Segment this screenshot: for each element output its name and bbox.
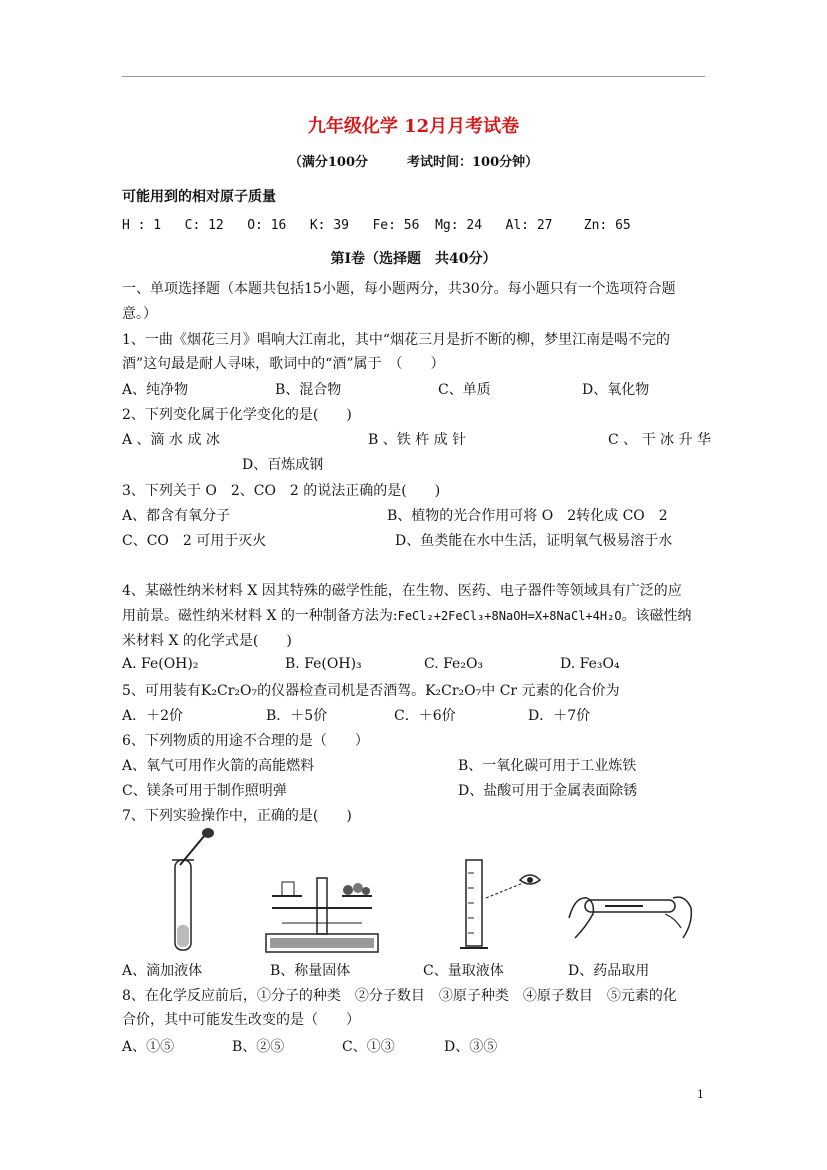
question-8-line-1: 8、在化学反应前后，①分子的种类 ②分子数目 ③原子种类 ④原子数目 ⑤元素的化 — [122, 988, 677, 1004]
question-8-option-a[interactable]: A、①⑤ — [122, 1039, 175, 1055]
question-7-option-c[interactable]: C、量取液体 — [423, 963, 504, 979]
question-1-line-1: 1、一曲《烟花三月》唱响大江南北，其中“烟花三月是折不断的柳，梦里江南是喝不完的 — [122, 332, 671, 348]
question-3-option-a[interactable]: A、都含有氧分子 — [122, 508, 231, 524]
exam-subtitle: （满分100分 考试时间：100分钟） — [288, 155, 539, 170]
question-1-option-d[interactable]: D、氧化物 — [582, 382, 650, 398]
question-8-option-c[interactable]: C、①③ — [342, 1039, 395, 1055]
question-2-option-b[interactable]: B 、铁 杵 成 针 — [368, 432, 467, 448]
question-5-option-b[interactable]: B．＋5价 — [266, 708, 328, 724]
question-4-option-c[interactable]: C. Fe₂O₃ — [424, 656, 484, 672]
hands-test-tube-figure — [565, 888, 695, 948]
atomic-mass-heading: 可能用到的相对原子质量 — [122, 189, 276, 205]
question-4-line-2-tail: 。该磁性纳 — [621, 608, 692, 624]
question-6-option-c[interactable]: C、镁条可用于制作照明弹 — [122, 783, 287, 799]
question-3-option-b[interactable]: B、植物的光合作用可将 O 2转化成 CO 2 — [387, 508, 668, 524]
question-7-stem: 7、下列实验操作中，正确的是( ) — [122, 808, 352, 824]
question-5-option-d[interactable]: D．＋7价 — [528, 708, 591, 724]
question-4-line-2-text: 用前景。磁性纳米材料 X 的一种制备方法为: — [122, 608, 398, 624]
question-2-option-a[interactable]: A 、滴 水 成 冰 — [122, 432, 220, 448]
section-intro-cont: 意。） — [122, 306, 157, 322]
question-5-option-c[interactable]: C．＋6价 — [394, 708, 456, 724]
question-1-option-c[interactable]: C、单质 — [438, 382, 491, 398]
exam-title: 九年级化学 12月月考试卷 — [307, 116, 520, 137]
question-4-option-d[interactable]: D. Fe₃O₄ — [560, 656, 620, 672]
question-4-option-a[interactable]: A. Fe(OH)₂ — [122, 656, 199, 672]
question-2-option-d[interactable]: D、百炼成钢 — [242, 457, 324, 473]
question-8-option-d[interactable]: D、③⑤ — [444, 1039, 498, 1055]
question-3-option-c[interactable]: C、CO 2 可用于灭火 — [122, 533, 267, 549]
question-7-option-a[interactable]: A、滴加液体 — [122, 963, 203, 979]
question-2-option-c[interactable]: C 、 干 冰 升 华 — [608, 432, 711, 448]
dropper-test-tube-figure — [160, 825, 220, 955]
question-4-line-1: 4、某磁性纳米材料 X 因其特殊的磁学性能，在生物、医药、电子器件等领域具有广泛的应 — [122, 583, 682, 599]
question-4-line-3: 米材料 X 的化学式是( ) — [122, 633, 292, 649]
atomic-mass-list: H : 1 C: 12 O: 16 K: 39 Fe: 56 Mg: 24 Al: 27 Zn: 65 — [122, 218, 631, 233]
page-number: 1 — [697, 1088, 704, 1101]
section-title: 第Ⅰ卷（选择题 共40分） — [330, 251, 497, 267]
question-2-stem: 2、下列变化属于化学变化的是( ) — [122, 407, 352, 423]
question-8-line-2: 合价，其中可能发生改变的是（ ） — [122, 1012, 360, 1028]
question-6-stem: 6、下列物质的用途不合理的是（ ） — [122, 733, 369, 749]
question-8-option-b[interactable]: B、②⑤ — [232, 1039, 285, 1055]
question-3-stem: 3、下列关于 O 2、CO 2 的说法正确的是( ) — [122, 483, 441, 499]
question-4-equation: FeCl₂+2FeCl₃+8NaOH=X+8NaCl+4H₂O — [397, 609, 622, 623]
question-1-option-b[interactable]: B、混合物 — [275, 382, 342, 398]
question-5-stem: 5、可用装有K₂Cr₂O₇的仪器检查司机是否酒驾。K₂Cr₂O₇中 Cr 元素的化合价为 — [122, 683, 620, 699]
question-4-option-b[interactable]: B. Fe(OH)₃ — [285, 656, 362, 672]
graduated-cylinder-figure — [458, 858, 548, 956]
question-4-line-2 — [122, 605, 692, 625]
question-1-line-2: 酒”这句最是耐人寻味，歌词中的“酒”属于 （ ） — [122, 356, 445, 372]
question-6-option-d[interactable]: D、盐酸可用于金属表面除锈 — [458, 783, 638, 799]
header-rule — [122, 76, 705, 77]
question-1-option-a[interactable]: A、纯净物 — [122, 382, 189, 398]
question-3-option-d[interactable]: D、鱼类能在水中生活，证明氧气极易溶于水 — [395, 533, 673, 549]
section-intro: 一、单项选择题（本题共包括15小题，每小题两分，共30分。每小题只有一个选项符合题 — [122, 281, 676, 297]
question-6-option-a[interactable]: A、氧气可用作火箭的高能燃料 — [122, 758, 315, 774]
question-7-option-b[interactable]: B、称量固体 — [270, 963, 351, 979]
question-7-option-d[interactable]: D、药品取用 — [568, 963, 650, 979]
balance-scale-figure — [262, 868, 382, 956]
question-5-option-a[interactable]: A．＋2价 — [122, 708, 184, 724]
question-6-option-b[interactable]: B、一氧化碳可用于工业炼铁 — [458, 758, 637, 774]
